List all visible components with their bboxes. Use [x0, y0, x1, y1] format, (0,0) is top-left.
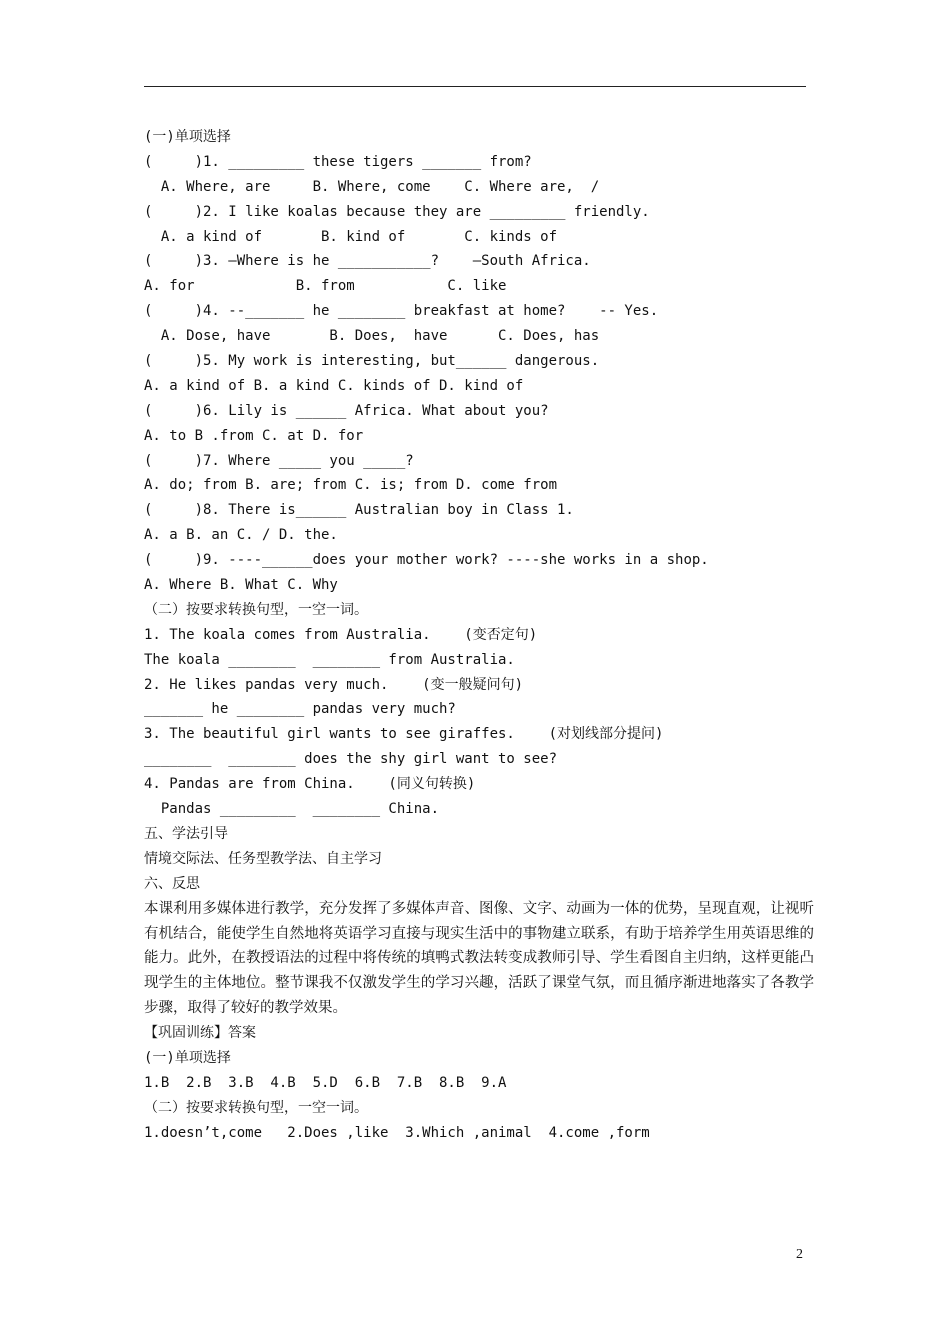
- transform-1: 1. The koala comes from Australia. (变否定句): [144, 626, 538, 643]
- question-9-options: A. Where B. What C. Why: [144, 577, 338, 594]
- question-2-options: A. a kind of B. kind of C. kinds of: [144, 228, 558, 245]
- transform-3-answer-line: ________ ________ does the shy girl want to see?: [144, 751, 558, 768]
- transform-3: 3. The beautiful girl wants to see giraffes. (对划线部分提问): [144, 726, 664, 743]
- answers-single-choice-heading: (一)单项选择: [144, 1050, 231, 1067]
- page-number: 2: [796, 1247, 803, 1262]
- section-heading-transform: （二）按要求转换句型，一空一词。: [144, 601, 368, 618]
- answers-single-choice: 1.B 2.B 3.B 4.B 5.D 6.B 7.B 8.B 9.A: [144, 1074, 507, 1091]
- question-3-options: A. for B. from C. like: [144, 278, 507, 295]
- question-8-options: A. a B. an C. / D. the.: [144, 527, 338, 544]
- question-6: ( )6. Lily is ______ Africa. What about you?: [144, 402, 549, 419]
- question-4-options: A. Dose, have B. Does, have C. Does, has: [144, 328, 600, 345]
- question-5-options: A. a kind of B. a kind C. kinds of D. kind of: [144, 377, 524, 394]
- page-content: [144, 125, 814, 1146]
- section-heading-single-choice: (一)单项选择: [144, 129, 231, 145]
- answers-transform: 1.doesn’t,come 2.Does ,like 3.Which ,animal 4.come ,form: [144, 1124, 650, 1141]
- question-4: ( )4. --_______ he ________ breakfast at home? -- Yes.: [144, 303, 659, 320]
- question-1: ( )1. _________ these tigers _______ from?: [144, 153, 532, 170]
- question-2: ( )2. I like koalas because they are _________ friendly.: [144, 203, 650, 220]
- transform-4-answer-line: Pandas _________ ________ China.: [144, 801, 440, 818]
- transform-2-answer-line: _______ he ________ pandas very much?: [144, 701, 456, 718]
- question-9: ( )9. ----______does your mother work? ----she works in a shop.: [144, 552, 709, 569]
- question-3: ( )3. —Where is he ___________? —South Africa.: [144, 253, 591, 270]
- reflection-paragraph: 本课利用多媒体进行教学，充分发挥了多媒体声音、图像、文字、动画为一体的优势，呈现直观，让视听有机结合，能使学生自然地将英语学习直接与现实生活中的事物建立联系，有助于培养学生用英语思维的能力。此外，在教授语法的过程中将传统的填鸭式教法转变成教师引导、学生看图自主归纳，这样更能凸现学生的主体地位。整节课我不仅激发学生的学习兴趣，活跃了课堂气氛，而且循序渐进地落实了各教学步骤，取得了较好的教学效果。: [144, 900, 814, 1017]
- transform-2: 2. He likes pandas very much. (变一般疑问句): [144, 676, 524, 693]
- question-6-options: A. to B .from C. at D. for: [144, 427, 364, 444]
- section-heading-reflection: 六、反思: [144, 875, 200, 892]
- question-7-options: A. do; from B. are; from C. is; from D. come from: [144, 477, 558, 494]
- header-rule: [144, 86, 806, 87]
- section-heading-study-method: 五、学法引导: [144, 825, 228, 842]
- answers-transform-heading: （二）按要求转换句型，一空一词。: [144, 1099, 368, 1116]
- question-1-options: A. Where, are B. Where, come C. Where are, /: [144, 178, 600, 195]
- question-5: ( )5. My work is interesting, but______ dangerous.: [144, 353, 600, 370]
- transform-1-answer-line: The koala ________ ________ from Australia.: [144, 651, 515, 668]
- question-8: ( )8. There is______ Australian boy in Class 1.: [144, 502, 574, 519]
- study-method-text: 情境交际法、任务型教学法、自主学习: [144, 850, 382, 867]
- question-7: ( )7. Where _____ you _____?: [144, 452, 414, 469]
- answers-heading: 【巩固训练】答案: [144, 1025, 256, 1042]
- transform-4: 4. Pandas are from China. (同义句转换): [144, 776, 476, 793]
